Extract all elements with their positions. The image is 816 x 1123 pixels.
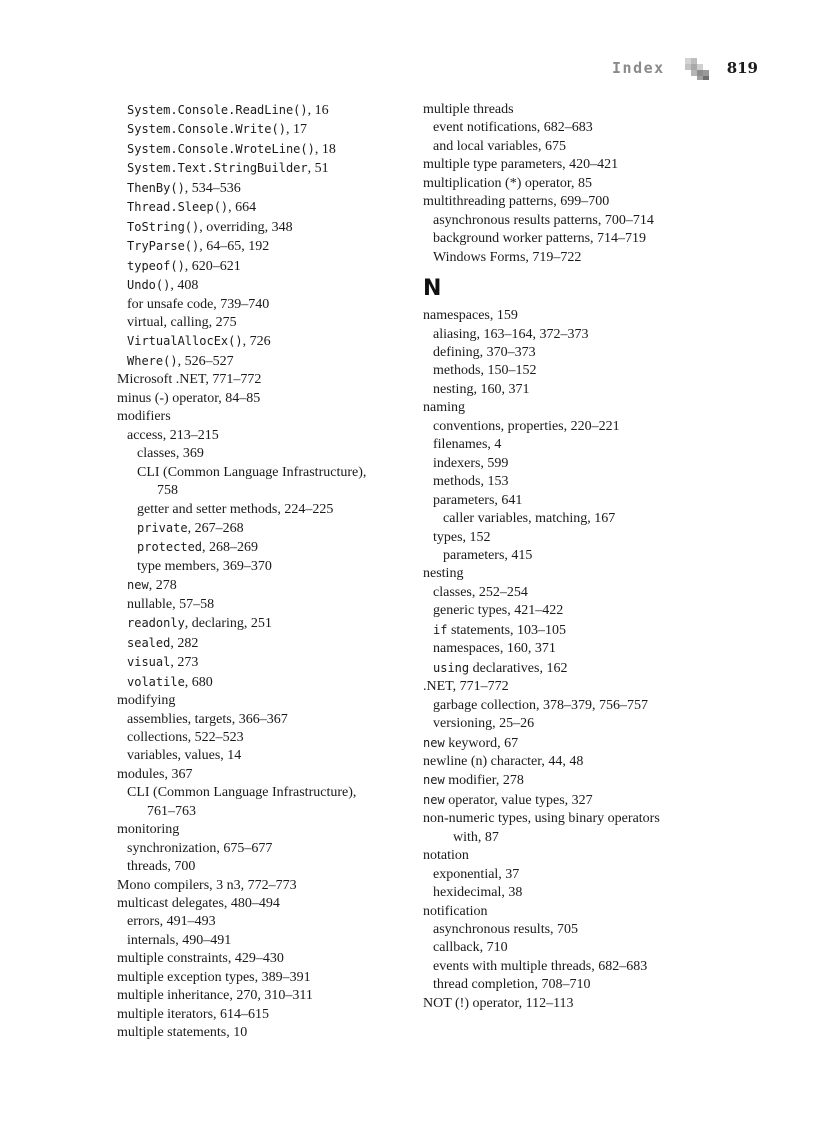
index-subentry [423,921,713,939]
entry-text: statements, 103–105 [447,622,567,638]
index-subentry [423,621,713,640]
entry-code-term: ToString() [127,219,200,234]
entry-text: , 51 [307,161,329,177]
index-subentry [423,547,713,565]
entry-code-term: ThenBy() [127,180,185,195]
entry-text: defining, 370–373 [433,344,536,360]
index-subentry [423,362,713,380]
entry-text: , 534–536 [184,180,241,196]
entry-text: for unsafe code, 739–740 [127,296,270,312]
index-subentry [423,381,713,399]
index-subentry [117,711,407,729]
index-entry [423,678,713,696]
entry-text: declaratives, 162 [469,660,568,676]
index-subentry [117,747,407,765]
index-entry [423,175,713,193]
index-subentry [423,884,713,902]
index-subentry [117,159,407,178]
entry-code-term: new [423,735,445,750]
index-entry [117,408,407,426]
entry-text: multiple iterators, 614–615 [117,1006,270,1022]
entry-text: monitoring [117,822,180,838]
index-column-right [423,101,713,1013]
index-entry [117,950,407,968]
entry-text: , 664 [228,200,257,216]
entry-text: event notifications, 682–683 [433,120,593,136]
entry-code-term: Undo() [127,278,171,293]
entry-text: multiple statements, 10 [117,1025,248,1041]
entry-text: , 620–621 [184,258,241,274]
index-subentry [117,464,407,482]
index-subentry [423,119,713,137]
index-entry [423,101,713,119]
entry-text: minus (-) operator, 84–85 [117,390,261,406]
index-subentry [423,212,713,230]
index-subentry [117,296,407,314]
index-subentry [117,140,407,159]
entry-text: background worker patterns, 714–719 [433,231,647,247]
index-subentry [423,138,713,156]
entry-text: callback, 710 [433,940,508,956]
index-subentry [117,332,407,351]
entry-code-term: new [127,578,149,593]
entry-text: modules, 367 [117,766,193,782]
index-subentry [423,697,713,715]
entry-text: parameters, 641 [433,492,523,508]
index-subentry [117,538,407,557]
entry-text: generic types, 421–422 [433,603,564,619]
index-entry [117,390,407,408]
index-subentry [423,939,713,957]
index-subentry [117,314,407,332]
entry-text: methods, 153 [433,474,509,490]
index-subentry [117,198,407,217]
entry-text: , 267–268 [187,520,244,536]
index-subentry [117,352,407,371]
index-subentry [117,614,407,633]
entry-text: CLI (Common Language Infrastructure), [137,464,367,480]
entry-text: , declaring, 251 [184,616,272,632]
entry-text: asynchronous results patterns, 700–714 [433,212,654,228]
index-subentry [117,276,407,295]
entry-text: , 526–527 [177,353,234,369]
entry-text: , 17 [285,122,307,138]
index-subentry [117,913,407,931]
entry-text: threads, 700 [127,859,196,875]
index-entry [117,877,407,895]
entry-code-term: Where() [127,353,178,368]
entry-text: multiple constraints, 429–430 [117,951,284,967]
entry-text: with, 87 [453,829,499,845]
index-subentry [117,519,407,538]
index-subentry [117,179,407,198]
entry-text: caller variables, matching, 167 [443,511,616,527]
entry-text: modifying [117,693,176,709]
entry-text: exponential, 37 [433,866,520,882]
index-entry [423,771,713,790]
entry-text: filenames, 4 [433,437,502,453]
index-subentry [423,640,713,658]
index-subentry [117,576,407,595]
index-subentry [423,418,713,436]
entry-text: 761–763 [147,803,196,819]
entry-code-term: System.Text.StringBuilder [127,161,308,176]
page-header [612,56,758,80]
index-entry [117,371,407,389]
index-subentry [423,473,713,491]
entry-text: , 680 [184,674,213,690]
index-subentry [423,602,713,620]
index-entry [117,821,407,839]
entry-text: versioning, 25–26 [433,716,535,732]
index-entry [423,847,713,865]
entry-text: NOT (!) operator, 112–113 [423,995,574,1011]
index-entry [423,753,713,771]
entry-text: operator, value types, 327 [444,792,593,808]
index-entry [423,995,713,1013]
entry-text: hexidecimal, 38 [433,885,523,901]
index-subentry [117,558,407,576]
entry-text: 758 [157,483,178,499]
index-subentry [423,344,713,362]
entry-code-term: using [433,660,470,675]
index-column-left [117,101,407,1043]
entry-code-term: System.Console.WroteLine() [127,141,315,156]
index-subentry [423,976,713,994]
entry-text: multiplication (*) operator, 85 [423,175,592,191]
entry-text: type members, 369–370 [137,558,272,574]
index-subentry [117,634,407,653]
index-subentry [423,326,713,344]
index-subentry [117,218,407,237]
index-subentry [423,492,713,510]
entry-text: events with multiple threads, 682–683 [433,958,648,974]
entry-text: keyword, 67 [444,735,519,751]
entry-text: nesting, 160, 371 [433,381,530,397]
entry-text: parameters, 415 [443,547,533,563]
entry-code-term: TryParse() [127,239,200,254]
entry-text: assemblies, targets, 366–367 [127,711,288,727]
index-entry [423,399,713,417]
entry-text: , 16 [307,103,329,118]
entry-text: nesting [423,566,464,582]
entry-text: , 282 [170,635,199,651]
index-subentry [117,653,407,672]
entry-code-term: typeof() [127,258,185,273]
entry-code-term: VirtualAllocEx() [127,334,243,349]
entry-text: , 273 [170,655,199,671]
index-entry [117,692,407,710]
index-subentry [117,840,407,858]
index-subentry [423,659,713,678]
entry-text: thread completion, 708–710 [433,977,591,993]
entry-text: multiple type parameters, 420–421 [423,157,619,173]
entry-text: , 268–269 [202,540,259,556]
entry-code-term: protected [137,540,203,555]
entry-text: multiple inheritance, 270, 310–311 [117,988,313,1004]
entry-text: garbage collection, 378–379, 756–757 [433,697,649,713]
index-subentry [117,445,407,463]
entry-text: newline (n) character, 44, 48 [423,753,584,769]
entry-text: , 726 [242,334,271,350]
entry-text: classes, 369 [137,446,204,462]
entry-code-term: readonly [127,616,185,631]
entry-text: , 408 [170,278,199,294]
entry-text: CLI (Common Language Infrastructure), [127,785,357,801]
index-entry [423,193,713,211]
page-number: 819 [726,59,758,77]
index-entry [117,895,407,913]
entry-text: types, 152 [433,529,491,545]
entry-text: virtual, calling, 275 [127,314,237,330]
index-entry [423,307,713,325]
index-subentry [423,529,713,547]
index-subentry [117,784,407,802]
index-subentry [117,932,407,950]
index-subentry [423,436,713,454]
entry-code-term: volatile [127,674,185,689]
running-head-title: Index [612,59,665,77]
index-tab-icon [685,56,709,80]
index-subentry [423,584,713,602]
entry-text: namespaces, 159 [423,308,518,324]
entry-text: multicast delegates, 480–494 [117,896,280,912]
entry-code-term: visual [127,655,171,670]
entry-text: multithreading patterns, 699–700 [423,194,610,210]
entry-text: collections, 522–523 [127,729,244,745]
index-subentry [117,501,407,519]
index-entry [423,791,713,810]
index-entry [117,987,407,1005]
index-subentry [117,427,407,445]
entry-text: Microsoft .NET, 771–772 [117,372,262,388]
index-subentry [117,858,407,876]
index-entry [423,156,713,174]
entry-text: methods, 150–152 [433,363,537,379]
entry-text: and local variables, 675 [433,138,566,154]
entry-text: aliasing, 163–164, 372–373 [433,326,589,342]
entry-code-term: if [433,622,448,637]
entry-text: conventions, properties, 220–221 [433,418,620,434]
index-entry [117,766,407,784]
entry-text: modifiers [117,409,171,425]
entry-text: Mono compilers, 3 n3, 772–773 [117,877,297,893]
index-subentry [117,120,407,139]
entry-code-term: Thread.Sleep() [127,200,229,215]
index-subentry [117,482,407,500]
index-subentry [423,715,713,733]
index-entry [423,829,713,847]
index-subentry [117,101,407,120]
entry-text: , 18 [314,141,336,157]
index-entry [423,810,713,828]
entry-code-term: private [137,520,188,535]
index-subentry [117,237,407,256]
section-heading-letter: N [423,276,442,302]
entry-text: , 64–65, 192 [199,239,270,255]
entry-text: variables, values, 14 [127,748,242,764]
entry-text: notification [423,903,488,919]
entry-code-term: System.Console.Write() [127,122,286,137]
index-subentry [423,958,713,976]
index-entry [117,1006,407,1024]
entry-text: asynchronous results, 705 [433,922,579,938]
entry-text: classes, 252–254 [433,584,528,600]
entry-text: non-numeric types, using binary operators [423,811,660,827]
index-subentry [423,249,713,267]
entry-text: multiple threads [423,102,514,117]
entry-text: access, 213–215 [127,427,219,443]
index-entry [117,1024,407,1042]
index-subentry [423,230,713,248]
index-subentry [423,866,713,884]
entry-text: naming [423,400,465,416]
entry-text: getter and setter methods, 224–225 [137,501,334,517]
entry-text: Windows Forms, 719–722 [433,249,582,265]
index-entry [423,734,713,753]
index-entry [423,903,713,921]
entry-text: .NET, 771–772 [423,679,509,695]
entry-text: synchronization, 675–677 [127,840,273,856]
entry-text: errors, 491–493 [127,914,216,930]
index-entry [423,565,713,583]
entry-text: indexers, 599 [433,455,509,471]
entry-code-term: new [423,773,445,788]
entry-code-term: new [423,792,445,807]
index-subentry [117,257,407,276]
entry-text: nullable, 57–58 [127,596,215,612]
entry-code-term: System.Console.ReadLine() [127,103,308,117]
index-subentry [423,510,713,528]
entry-text: namespaces, 160, 371 [433,641,556,657]
entry-text: modifier, 278 [444,773,524,789]
index-subentry [423,455,713,473]
entry-text: multiple exception types, 389–391 [117,969,311,985]
index-subentry [117,729,407,747]
entry-text: , 278 [148,578,177,594]
entry-code-term: sealed [127,635,171,650]
index-subentry [117,673,407,692]
index-subentry [117,596,407,614]
entry-text: , overriding, 348 [199,219,293,235]
index-entry [117,969,407,987]
index-subentry [117,803,407,821]
entry-text: notation [423,848,469,864]
entry-text: internals, 490–491 [127,932,232,948]
